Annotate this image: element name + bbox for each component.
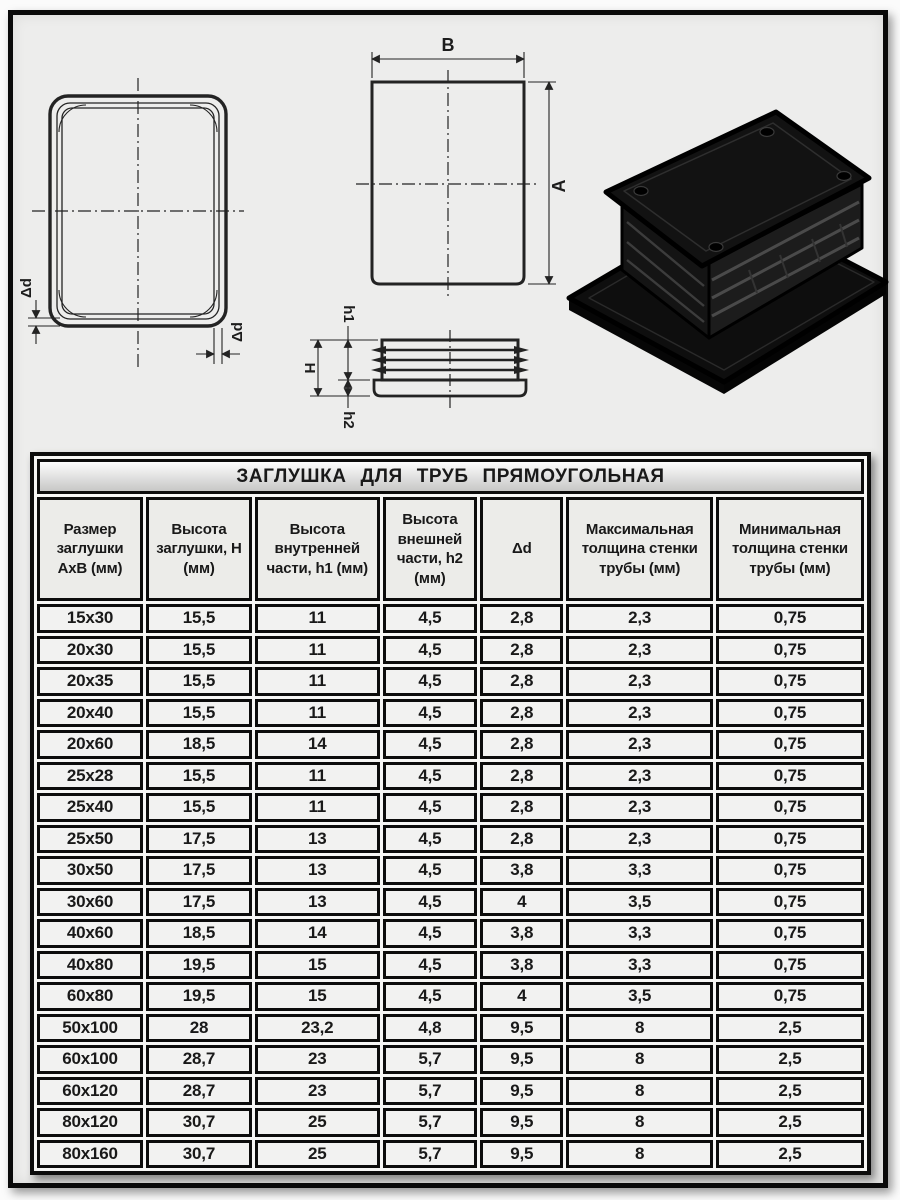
table-cell: 11 [255,636,380,665]
table-cell: 15,5 [146,762,252,791]
table-cell: 2,5 [716,1077,864,1106]
table-cell: 4,5 [383,856,478,885]
table-cell: 9,5 [480,1108,563,1137]
table-cell: 4,5 [383,730,478,759]
table-cell: 17,5 [146,888,252,917]
table-row [37,793,864,822]
table-cell: 4 [480,982,563,1011]
header-row [37,497,864,601]
table-cell: 8 [566,1045,712,1074]
table-cell: 5,7 [383,1045,478,1074]
table-cell: 23 [255,1045,380,1074]
table-cell: 0,75 [716,951,864,980]
h2-dimension [340,380,357,429]
table-cell: 11 [255,667,380,696]
plug-photo [544,90,892,405]
table-cell: 0,75 [716,667,864,696]
table-cell: 2,3 [566,730,712,759]
h-total-dimension [301,340,378,396]
table-cell: 2,5 [716,1045,864,1074]
table-row [37,1014,864,1043]
table-row [37,919,864,948]
table-cell: 3,5 [566,982,712,1011]
table-cell: 3,3 [566,919,712,948]
table-cell: 3,8 [480,919,563,948]
table-cell: 4,5 [383,982,478,1011]
table-cell: 4,5 [383,604,478,633]
table-cell: 0,75 [716,762,864,791]
table-cell: 0,75 [716,636,864,665]
h1-dimension [338,305,370,380]
plug-profile [371,330,529,408]
col-header-size: Размер заглушки АхВ (мм) [37,497,143,601]
table-cell: 11 [255,762,380,791]
spec-table [30,452,871,1175]
table-cell: 0,75 [716,825,864,854]
table-row [37,699,864,728]
table-cell: 15,5 [146,604,252,633]
table-cell: 3,8 [480,951,563,980]
table-cell: 2,8 [480,762,563,791]
table-cell: 0,75 [716,919,864,948]
table-cell: 50x100 [37,1014,143,1043]
table-cell: 2,8 [480,667,563,696]
table-cell: 4,5 [383,793,478,822]
table-cell: 28,7 [146,1077,252,1106]
table-cell: 9,5 [480,1077,563,1106]
table-cell: 15,5 [146,699,252,728]
table-cell: 8 [566,1014,712,1043]
plan-view-drawing [344,34,576,306]
table-cell: 20x35 [37,667,143,696]
table-row [37,888,864,917]
col-header-max-wall: Максимальная толщина стенки трубы (мм) [566,497,712,601]
table-cell: 80x160 [37,1140,143,1169]
table-cell: 15,5 [146,636,252,665]
table-cell: 2,8 [480,793,563,822]
table-row [37,1108,864,1137]
table-cell: 2,3 [566,604,712,633]
table-cell: 4,5 [383,825,478,854]
table-cell: 25x40 [37,793,143,822]
table-cell: 0,75 [716,888,864,917]
table-cell: 60x80 [37,982,143,1011]
table-cell: 15,5 [146,667,252,696]
table-cell: 9,5 [480,1045,563,1074]
table-row [37,604,864,633]
table-cell: 2,3 [566,793,712,822]
table-cell: 18,5 [146,730,252,759]
table-row [37,667,864,696]
table-cell: 11 [255,604,380,633]
col-header-min-wall: Минимальная толщина стенки трубы (мм) [716,497,864,601]
table-row [37,1077,864,1106]
delta-d-dimension-right [196,322,246,364]
table-cell: 4,5 [383,636,478,665]
dim-label-a: A [549,179,569,193]
table-cell: 25x50 [37,825,143,854]
table-cell: 4,5 [383,762,478,791]
table-cell: 13 [255,856,380,885]
table-row [37,982,864,1011]
table-cell: 2,5 [716,1140,864,1169]
table-cell: 3,8 [480,856,563,885]
side-view-drawing [282,296,554,438]
table-cell: 8 [566,1108,712,1137]
table-cell: 15x30 [37,604,143,633]
table-row [37,762,864,791]
delta-d-dimension-left [18,278,60,344]
table-cell: 60x120 [37,1077,143,1106]
col-header-delta-d: Δd [480,497,563,601]
dim-label-h1: h1 [340,305,357,323]
table-cell: 40x60 [37,919,143,948]
table-cell: 20x40 [37,699,143,728]
table-cell: 0,75 [716,604,864,633]
table-cell: 2,3 [566,825,712,854]
plug-body-outline [372,82,524,284]
table-cell: 0,75 [716,982,864,1011]
table-row [37,825,864,854]
table-cell: 2,8 [480,730,563,759]
table-cell: 8 [566,1140,712,1169]
table-cell: 60x100 [37,1045,143,1074]
table-cell: 2,3 [566,699,712,728]
table-cell: 11 [255,699,380,728]
table-cell: 28 [146,1014,252,1043]
table-cell: 0,75 [716,793,864,822]
table-cell: 0,75 [716,699,864,728]
table-row [37,730,864,759]
table-cell: 18,5 [146,919,252,948]
table-cell: 2,8 [480,636,563,665]
table-cell: 30,7 [146,1108,252,1137]
table-cell: 13 [255,888,380,917]
table-cell: 28,7 [146,1045,252,1074]
table-cell: 0,75 [716,856,864,885]
dim-label-h2: h2 [340,411,357,429]
table-cell: 2,8 [480,604,563,633]
dim-label-b: B [441,35,455,55]
table-cell: 15 [255,982,380,1011]
table-cell: 4,5 [383,667,478,696]
table-title: ЗАГЛУШКА ДЛЯ ТРУБ ПРЯМОУГОЛЬНАЯ [37,459,864,494]
table-cell: 2,3 [566,762,712,791]
table-cell: 4,8 [383,1014,478,1043]
table-cell: 4 [480,888,563,917]
dim-label-delta-d-right: Δd [229,322,246,342]
table-cell: 0,75 [716,730,864,759]
front-view-drawing [18,66,258,381]
table-cell: 25 [255,1140,380,1169]
table-row [37,1045,864,1074]
table-cell: 4,5 [383,919,478,948]
dim-label-h-total: H [301,362,318,374]
table-cell: 8 [566,1077,712,1106]
table-cell: 14 [255,730,380,759]
table-cell: 30,7 [146,1140,252,1169]
table-cell: 19,5 [146,951,252,980]
table-cell: 5,7 [383,1077,478,1106]
table-cell: 15,5 [146,793,252,822]
table-cell: 5,7 [383,1140,478,1169]
table-cell: 80x120 [37,1108,143,1137]
table-row [37,856,864,885]
table-cell: 3,5 [566,888,712,917]
table-cell: 11 [255,793,380,822]
table-body [37,604,864,1168]
table-cell: 40x80 [37,951,143,980]
table-cell: 2,8 [480,825,563,854]
table-cell: 15 [255,951,380,980]
table-cell: 30x50 [37,856,143,885]
title-row [37,459,864,494]
table-cell: 2,5 [716,1108,864,1137]
col-header-height-h: Высота заглушки, Н (мм) [146,497,252,601]
table-cell: 2,8 [480,699,563,728]
table-cell: 4,5 [383,951,478,980]
table-cell: 4,5 [383,699,478,728]
table-cell: 3,3 [566,856,712,885]
dim-label-delta-d-left: Δd [18,278,35,298]
table-cell: 2,5 [716,1014,864,1043]
col-header-height-h1: Высота внутренней части, h1 (мм) [255,497,380,601]
table-cell: 23,2 [255,1014,380,1043]
table-row [37,636,864,665]
table-cell: 2,3 [566,667,712,696]
table-cell: 20x30 [37,636,143,665]
table-row [37,951,864,980]
table-cell: 5,7 [383,1108,478,1137]
table-cell: 14 [255,919,380,948]
table-cell: 25 [255,1108,380,1137]
table-cell: 19,5 [146,982,252,1011]
table-cell: 3,3 [566,951,712,980]
table-row [37,1140,864,1169]
table-cell: 4,5 [383,888,478,917]
table-cell: 30x60 [37,888,143,917]
center-lines [356,70,540,298]
table-cell: 23 [255,1077,380,1106]
table-cell: 9,5 [480,1014,563,1043]
table-cell: 2,3 [566,636,712,665]
table-cell: 13 [255,825,380,854]
table-cell: 20x60 [37,730,143,759]
table-cell: 25x28 [37,762,143,791]
table-cell: 17,5 [146,856,252,885]
table-cell: 9,5 [480,1140,563,1169]
col-header-height-h2: Высота внешней части, h2 (мм) [383,497,478,601]
table-cell: 17,5 [146,825,252,854]
